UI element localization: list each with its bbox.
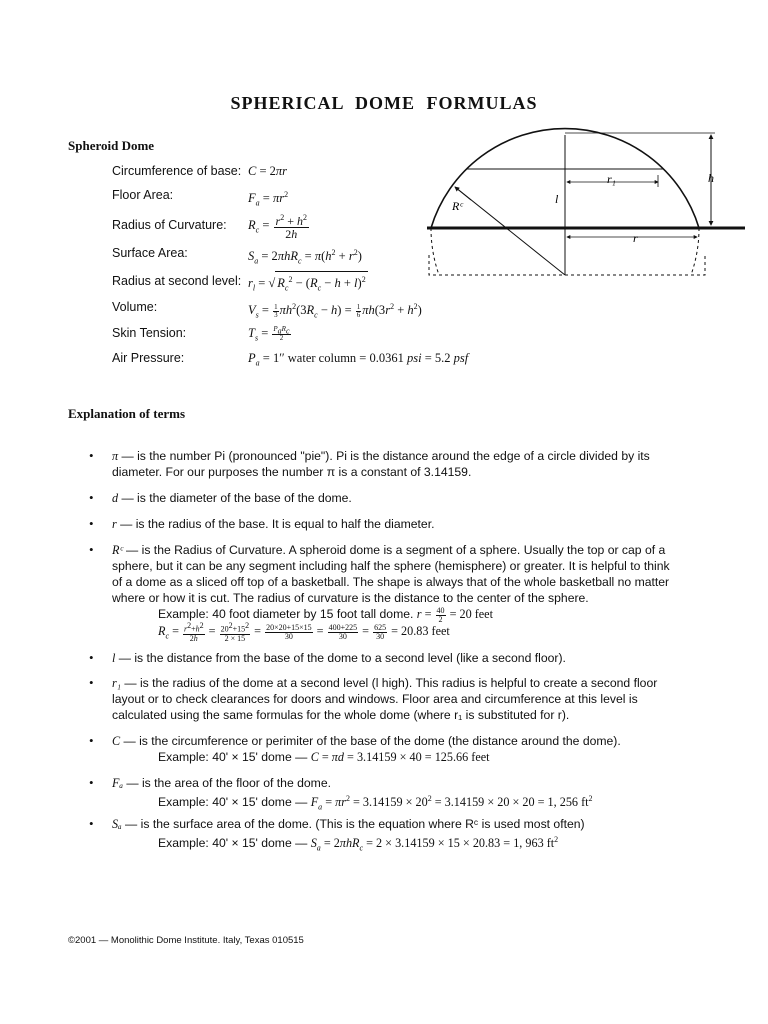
example-math: r = $\frac{40}{2}$ = 20 feet xyxy=(416,605,493,624)
term-fa xyxy=(112,775,672,791)
term-text: — is the number Pi (pronounced "pie"). Pi is the distance around the edge of a circle divided by its diameter. For our purposes the number π is a constant of 3.14159. xyxy=(112,449,650,479)
formula-label: Volume: xyxy=(112,300,158,314)
bullet: • xyxy=(89,650,94,665)
formula-equation: $T_s$ = $\frac{P_aR_c}{2}$ xyxy=(248,324,290,343)
term-text: — is the circumference or perimiter of the base of the dome (the distance around the dome). xyxy=(120,734,621,748)
bullet: • xyxy=(89,675,94,690)
example-math: $S_a = 2\pi hR_c = 2 \times 3.14159 \times 15 \times 20.83 = 1$, 963 $ft^2$ xyxy=(310,835,559,853)
label-rc: Rᶜ xyxy=(452,199,463,213)
formula-equation: C = 2πr xyxy=(248,164,288,178)
term-symbol: π xyxy=(112,449,119,463)
bullet: • xyxy=(89,542,94,557)
label-l: l xyxy=(555,192,559,206)
label-r1: r₁ xyxy=(607,172,616,186)
example-text: Example: 40' × 15' dome — xyxy=(158,795,308,810)
section-heading-spheroid: Spheroid Dome xyxy=(68,138,155,153)
term-l xyxy=(112,650,672,666)
term-symbol: r xyxy=(112,517,117,531)
bullet: • xyxy=(89,775,94,790)
section-heading-explanation: Explanation of terms xyxy=(68,406,185,421)
radius-of-curvature-line xyxy=(455,187,565,275)
term-symbol: C xyxy=(112,734,121,748)
formula-equation: $S_a = 2\pi hR_c = \pi(h^2 + r^2)$ xyxy=(248,248,362,266)
term-symbol: d xyxy=(112,491,119,505)
example-text: Example: 40' × 15' dome — xyxy=(158,836,308,851)
example-rc-line2 xyxy=(158,622,450,645)
label-h: h xyxy=(708,171,714,185)
example-math: $F_a = \pi r^2 = 3.14159 \times 20^2 = 3.14159 \times 20 \times 20 = 1$, 256 $ft^2$ xyxy=(310,794,593,812)
formula-label: Radius at second level: xyxy=(112,274,242,288)
formula-equation: $R_c$ = $\frac{r^2 + h^2}{2h}$ xyxy=(248,213,307,241)
bullet: • xyxy=(89,490,94,505)
formula-label: Surface Area: xyxy=(112,246,188,260)
term-symbol: r₁ xyxy=(112,676,121,690)
example-math: $R_c$ = $\frac{r^2+h^2}{2h}$ = $\frac{20^2+15^2}{2 \times 15}$ = $\frac{20\times 20+15\times 15}{30}$ = $\frac{400+225}{30}$ = $\frac{625}{30}$ = 20.83 feet xyxy=(158,621,450,643)
formula-equation: $P_a = 1''$ water column = 0.0361 psi = 5.2 psf xyxy=(248,351,469,368)
example-c xyxy=(158,749,490,765)
term-symbol: Fₐ xyxy=(112,776,124,790)
term-r xyxy=(112,516,672,532)
bullet: • xyxy=(89,816,94,831)
term-sa xyxy=(112,816,672,832)
example-math: C = πd = 3.14159 × 40 = 125.66 feet xyxy=(310,750,490,764)
example-sa xyxy=(158,832,558,857)
bullet: • xyxy=(89,733,94,748)
bullet: • xyxy=(89,448,94,463)
term-d xyxy=(112,490,672,506)
term-symbol: Rᶜ xyxy=(112,543,123,557)
footer-copyright: ©2001 — Monolithic Dome Institute. Italy, Texas 010515 xyxy=(68,935,304,946)
example-fa xyxy=(158,791,593,816)
sphere-dashed-arc xyxy=(431,228,439,275)
term-symbol: l xyxy=(112,651,116,665)
term-symbol: Sₐ xyxy=(112,817,122,831)
term-c xyxy=(112,733,672,749)
dome-diagram xyxy=(415,125,745,395)
label-r: r xyxy=(633,231,638,245)
page-title: SPHERICAL DOME FORMULAS xyxy=(230,93,538,113)
term-rc xyxy=(112,542,672,606)
bullet: • xyxy=(89,516,94,531)
term-text: — is the distance from the base of the dome to a second level (like a second floor). xyxy=(115,651,566,665)
term-text: — is the surface area of the dome. (This is the equation where Rᶜ is used most often) xyxy=(121,817,585,831)
term-text: — is the radius of the base. It is equal to half the diameter. xyxy=(116,517,435,531)
example-text: Example: 40 foot diameter by 15 foot tall dome. xyxy=(158,607,414,621)
formula-equation: $V_s$ = $\frac{1}{3}$ $\pi h^2(3R_c - h)$ = $\frac{1}{6}$ $\pi h(3r^2 + h^2)$ xyxy=(248,302,422,320)
example-text: Example: 40' × 15' dome — xyxy=(158,750,308,764)
formula-equation: $F_a = \pi r^2$ xyxy=(248,190,289,208)
term-pi xyxy=(112,448,672,480)
formula-label: Circumference of base: xyxy=(112,164,242,178)
formula-equation: $r_l$ = √ $R_c^2 - (R_c - h + l)^2$ xyxy=(248,271,368,299)
term-text: — is the diameter of the base of the dome. xyxy=(118,491,352,505)
formula-label: Skin Tension: xyxy=(112,326,187,340)
term-text: — is the Radius of Curvature. A spheroid dome is a segment of a sphere. Usually the top or cap of a sphere, but it can be any segment including half the sphere (hemisphere) or greater. It is helpful to think of a dome as a sliced off top of a basketball. The shape is always that of the whole basketball no matter where or how it is cut. The radius of curvature is the distance to the center of the sphere. xyxy=(112,543,670,605)
term-r1 xyxy=(112,675,672,723)
formula-label: Floor Area: xyxy=(112,188,174,202)
formula-label: Radius of Curvature: xyxy=(112,218,227,232)
term-text: — is the area of the floor of the dome. xyxy=(123,776,331,790)
term-text: — is the radius of the dome at a second level (l high). This radius is helpful to create a second floor layout or to check clearances for doors and windows. Floor area and circumference at this level is calculated using the same formulas for the whole dome (where r₁ is substituted for r). xyxy=(112,676,658,722)
formula-label: Air Pressure: xyxy=(112,351,185,365)
